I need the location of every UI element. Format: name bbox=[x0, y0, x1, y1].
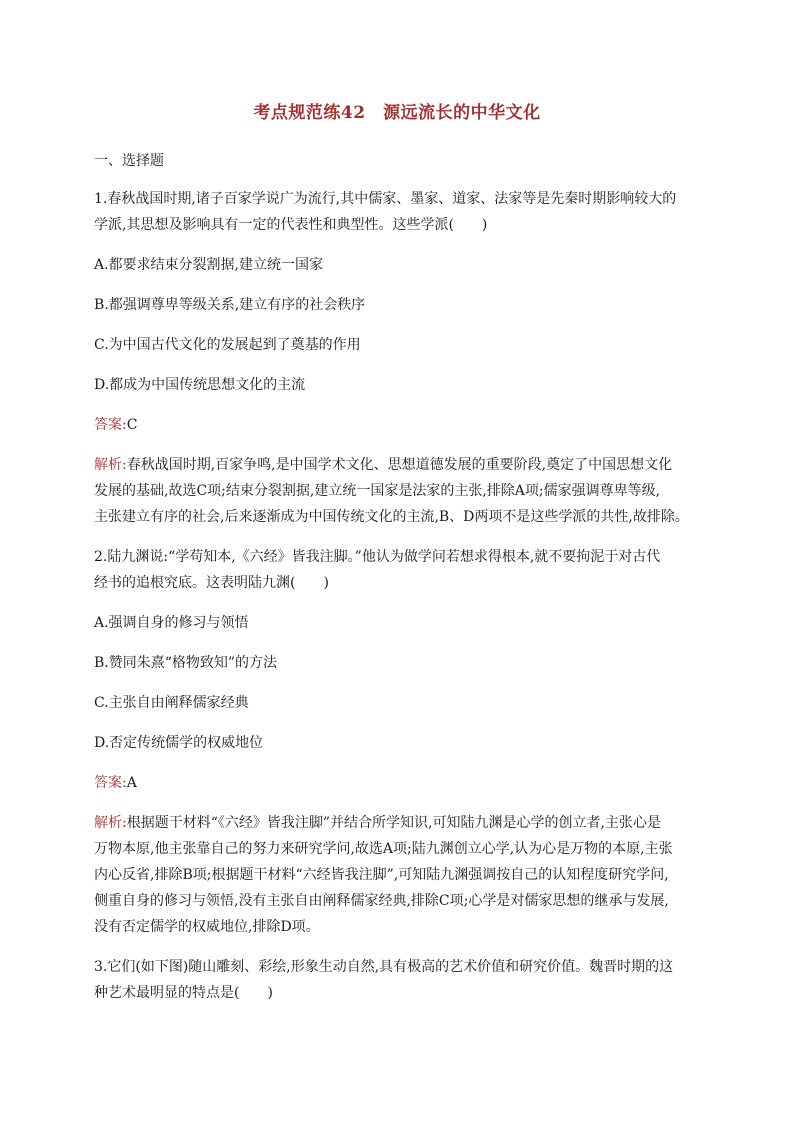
stem-line: 经书的追根究底。这表明陆九渊( ) bbox=[94, 575, 329, 591]
document-title: 考点规范练42 源远流长的中华文化 bbox=[253, 103, 541, 123]
analysis-line: 主张建立有序的社会,后来逐渐成为中国传统文化的主流,B、D两项不是这些学派的共性,故排除。 bbox=[94, 509, 689, 525]
question-stem bbox=[94, 186, 700, 238]
question-stem bbox=[94, 544, 700, 596]
analysis bbox=[94, 810, 700, 940]
option-d: D.都成为中国传统思想文化的主流 bbox=[94, 377, 306, 393]
option-c: C.为中国古代文化的发展起到了奠基的作用 bbox=[94, 337, 361, 353]
stem-line: 1.春秋战国时期,诸子百家学说广为流行,其中儒家、墨家、道家、法家等是先秦时期影响较大的 bbox=[94, 191, 677, 207]
analysis-label: 解析: bbox=[94, 815, 127, 831]
section-heading: 一、选择题 bbox=[94, 153, 164, 169]
stem-line: 学派,其思想及影响具有一定的代表性和典型性。这些学派( ) bbox=[94, 217, 488, 233]
question-stem bbox=[94, 954, 700, 1006]
answer bbox=[94, 412, 700, 438]
analysis-line: 侧重自身的修习与领悟,没有主张自由阐释儒家经典,排除C项;心学是对儒家思想的继承与发展, bbox=[94, 893, 669, 909]
answer bbox=[94, 770, 700, 796]
option-c: C.主张自由阐释儒家经典 bbox=[94, 695, 249, 711]
analysis-text: 春秋战国时期,百家争鸣,是中国学术文化、思想道德发展的重要阶段,奠定了中国思想文化 bbox=[126, 457, 673, 473]
analysis-line: 没有否定儒学的权威地位,排除D项。 bbox=[94, 919, 320, 935]
option-b: B.赞同朱熹“格物致知”的方法 bbox=[94, 655, 278, 671]
answer-value: A bbox=[126, 775, 137, 791]
stem-line: 2.陆九渊说:“学苟知本,《六经》皆我注脚。”他认为做学问若想求得根本,就不要拘泥于对古代 bbox=[94, 549, 661, 565]
analysis-line: 内心反省,排除B项;根据题干材料“六经皆我注脚”,可知陆九渊强调按自己的认知程度研究学问, bbox=[94, 867, 669, 883]
answer-label: 答案: bbox=[94, 417, 127, 433]
analysis-text: 根据题干材料“《六经》皆我注脚”并结合所学知识,可知陆九渊是心学的创立者,主张心是 bbox=[126, 815, 661, 831]
analysis-line: 发展的基础,故选C项;结束分裂割据,建立统一国家是法家的主张,排除A项;儒家强调尊卑等级, bbox=[94, 483, 661, 499]
answer-label: 答案: bbox=[94, 775, 127, 791]
analysis bbox=[94, 452, 700, 530]
option-a: A.都要求结束分裂割据,建立统一国家 bbox=[94, 257, 324, 273]
option-d: D.否定传统儒学的权威地位 bbox=[94, 735, 264, 751]
analysis-line bbox=[94, 452, 700, 478]
stem-line: 3.它们(如下图)随山雕刻、彩绘,形象生动自然,具有极高的艺术价值和研究价值。魏晋时期的这 bbox=[94, 959, 674, 975]
answer-value: C bbox=[126, 417, 138, 433]
analysis-line bbox=[94, 810, 700, 836]
question-2 bbox=[94, 544, 700, 940]
option-a: A.强调自身的修习与领悟 bbox=[94, 615, 249, 631]
question-1 bbox=[94, 186, 700, 530]
question-3 bbox=[94, 954, 700, 1006]
option-b: B.都强调尊卑等级关系,建立有序的社会秩序 bbox=[94, 297, 366, 313]
stem-line: 种艺术最明显的特点是( ) bbox=[94, 985, 273, 1001]
analysis-label: 解析: bbox=[94, 457, 127, 473]
analysis-line: 万物本原,他主张靠自己的努力来研究学问,故选A项;陆九渊创立心学,认为心是万物的本原,主张 bbox=[94, 841, 673, 857]
document-body bbox=[94, 148, 700, 1020]
